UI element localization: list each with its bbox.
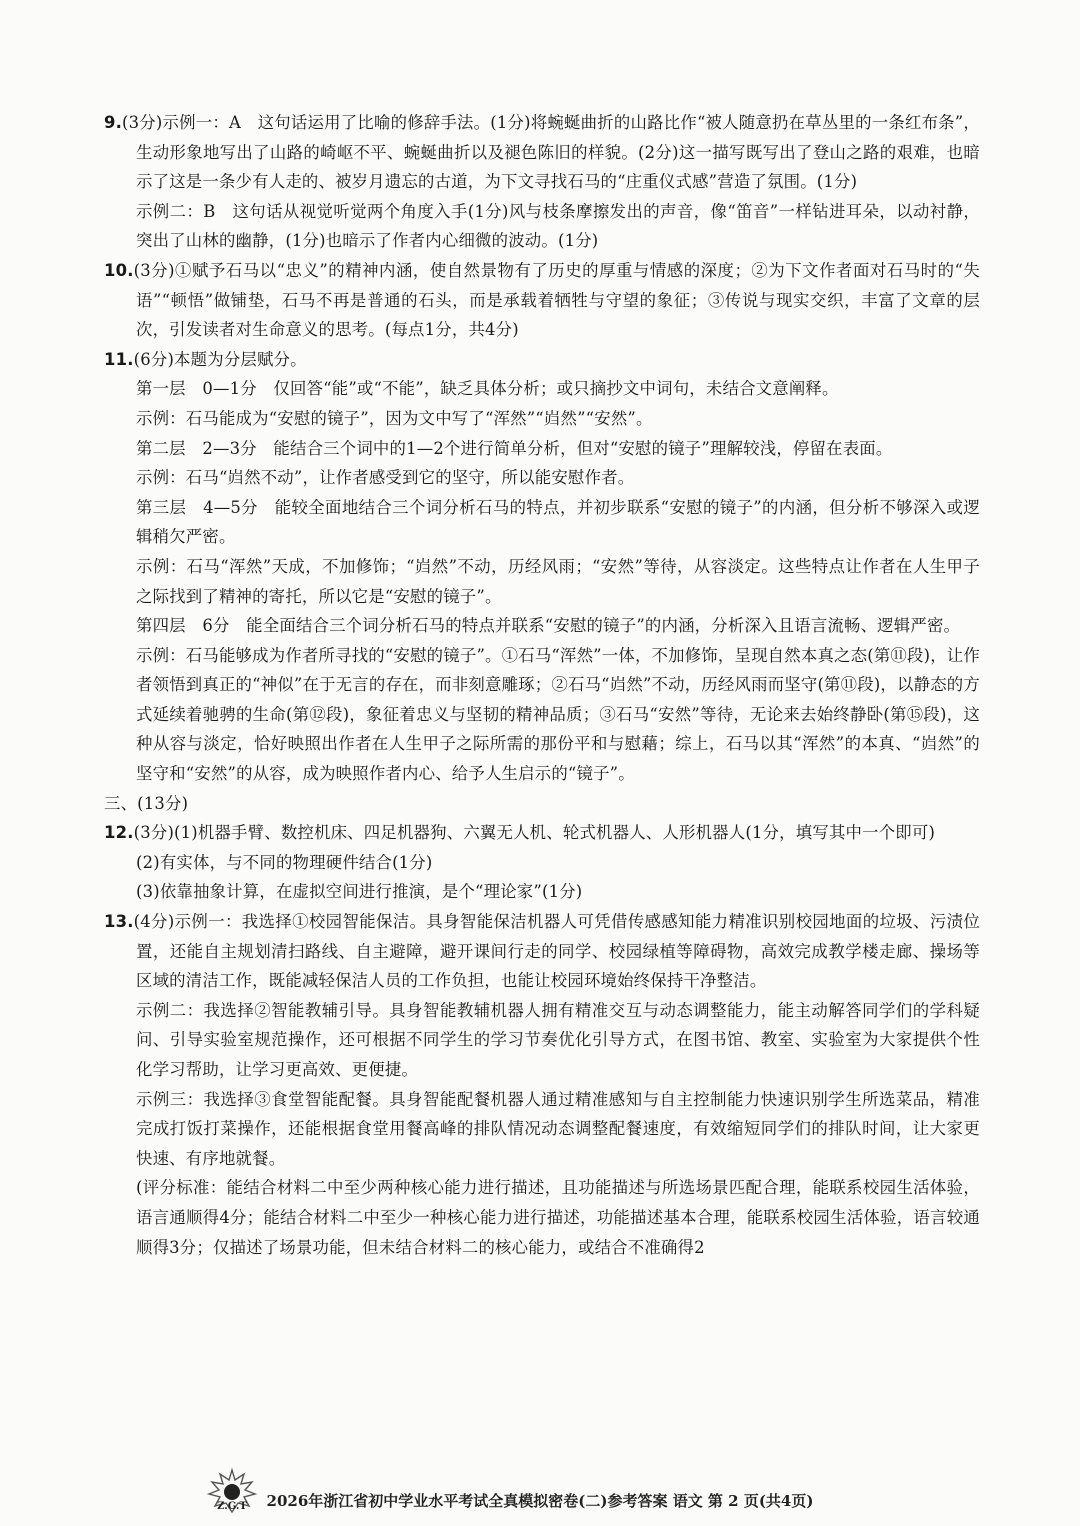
answer-12: 12.(3分)(1)机器手臂、数控机床、四足机器狗、六翼无人机、轮式机器人、人形机器人(1分，填写其中一个即可)	[104, 823, 936, 843]
page-footer: 2026年浙江省初中学业水平考试全真模拟密卷(二)参考答案 语文 第 2 页(共4页)	[266, 1492, 814, 1510]
answer-13-example-2: 示例二：我选择②智能教辅引导。具身智能教辅机器人拥有精准交互与动态调整能力，能主动解答同学们的学科疑问、引导实验室规范操作，还可根据不同学生的学习节奏优化引导方式，在图书馆、教室、实验室为大家提供个性化学习帮助，让学习更高效、更便捷。	[136, 1000, 980, 1079]
answer-12-part-2: (2)有实体，与不同的物理硬件结合(1分)	[136, 852, 433, 872]
answer-11-level-1-example: 示例：石马能成为“安慰的镜子”，因为文中写了“浑然”“岿然”“安然”。	[136, 408, 653, 428]
answer-12-part-3: (3)依靠抽象计算，在虚拟空间进行推演，是个“理论家”(1分)	[136, 882, 583, 902]
answer-11: 11.(6分)本题为分层赋分。	[104, 349, 307, 369]
answer-13-example-3: 示例三：我选择③食堂智能配餐。具身智能配餐机器人通过精准感知与自主控制能力快速识别学生所选菜品，精准完成打饭打菜操作，还能根据食堂用餐高峰的排队情况动态调整配餐速度，有效缩短同学们的排队时间，让大家更快速、有序地就餐。	[136, 1089, 980, 1168]
answer-11-level-4-example: 示例：石马能够成为作者所寻找的“安慰的镜子”。①石马“浑然”一体，不加修饰，呈现自然本真之态(第⑪段)，让作者领悟到真正的“神似”在于无言的存在，而非刻意雕琢；②石马“岿然”不动，历经风雨而坚守(第⑪段)，以静态的方式延续着驰骋的生命(第⑫段)，象征着忠义与坚韧的精神品质；③石马“安然”等待，无论来去始终静卧(第⑮段)，这种从容与淡定，恰好映照出作者在人生甲子之际所需的那份平和与慰藉；综上，石马以其“浑然”的本真、“岿然”的坚守和“安然”的从容，成为映照作者内心、给予人生启示的“镜子”。	[136, 645, 980, 784]
answer-9-example-2: 示例二：B 这句话从视觉听觉两个角度入手(1分)风与枝条摩擦发出的声音，像“笛音”一样钻进耳朵，以动衬静，突出了山林的幽静，(1分)也暗示了作者内心细微的波动。(1分)	[136, 201, 980, 251]
answer-11-level-1: 第一层 0—1分 仅回答“能”或“不能”，缺乏具体分析；或只摘抄文中词句，未结合文意阐释。	[136, 379, 839, 399]
answer-13-scoring: (评分标准：能结合材料二中至少两种核心能力进行描述，且功能描述与所选场景匹配合理，能联系校园生活体验，语言通顺得4分；能结合材料二中至少一种核心能力进行描述，功能描述基本合理，能联系校园生活体验，语言较通顺得3分；仅描述了场景功能，但未结合材料二的核心能力，或结合不准确得2	[136, 1178, 980, 1257]
answer-11-level-2-example: 示例：石马“岿然不动”，让作者感受到它的坚守，所以能安慰作者。	[136, 468, 635, 488]
logo-text: Z.G.T	[217, 1501, 247, 1512]
section-3-heading: 三、(13分)	[104, 793, 189, 813]
answer-11-level-3-example: 示例：石马“浑然”天成，不加修饰；“岿然”不动，历经风雨；“安然”等待，从容淡定。这些特点让作者在人生甲子之际找到了精神的寄托，所以它是“安慰的镜子”。	[136, 556, 980, 606]
answer-11-level-4: 第四层 6分 能全面结合三个词分析石马的特点并联系“安慰的镜子”的内涵，分析深入且语言流畅、逻辑严密。	[136, 616, 961, 636]
answer-11-level-2: 第二层 2—3分 能结合三个词中的1—2个进行简单分析，但对“安慰的镜子”理解较浅，停留在表面。	[136, 438, 893, 458]
answer-10: 10.(3分)①赋予石马以“忠义”的精神内涵，使自然景物有了历史的厚重与情感的深度；②为下文作者面对石马时的“失语”“顿悟”做铺垫，石马不再是普通的石头，而是承载着牺牲与守望的象征；③传说与现实交织，丰富了文章的层次，引发读者对生命意义的思考。(每点1分，共4分)	[104, 260, 980, 340]
answer-11-level-3: 第三层 4—5分 能较全面地结合三个词分析石马的特点，并初步联系“安慰的镜子”的内涵，但分析不够深入或逻辑稍欠严密。	[136, 497, 980, 547]
answer-9: 9.(3分)示例一：A 这句话运用了比喻的修辞手法。(1分)将蜿蜒曲折的山路比作“被人随意扔在草丛里的一条红布条”，生动形象地写出了山路的崎岖不平、蜿蜒曲折以及褪色陈旧的样貌。(2分)这一描写既写出了登山之路的艰难，也暗示了这是一条少有人走的、被岁月遗忘的古道，为下文寻找石马的“庄重仪式感”营造了氛围。(1分)	[104, 113, 980, 192]
answer-content	[104, 108, 980, 1262]
answer-13: 13.(4分)示例一：我选择①校园智能保洁。具身智能保洁机器人可凭借传感感知能力精准识别校园地面的垃圾、污渍位置，还能自主规划清扫路线、自主避障，避开课间行走的同学、校园绿植等障碍物，高效完成教学楼走廊、操场等区域的清洁工作，既能减轻保洁人员的工作负担，也能让校园环境始终保持干净整洁。	[104, 912, 980, 991]
